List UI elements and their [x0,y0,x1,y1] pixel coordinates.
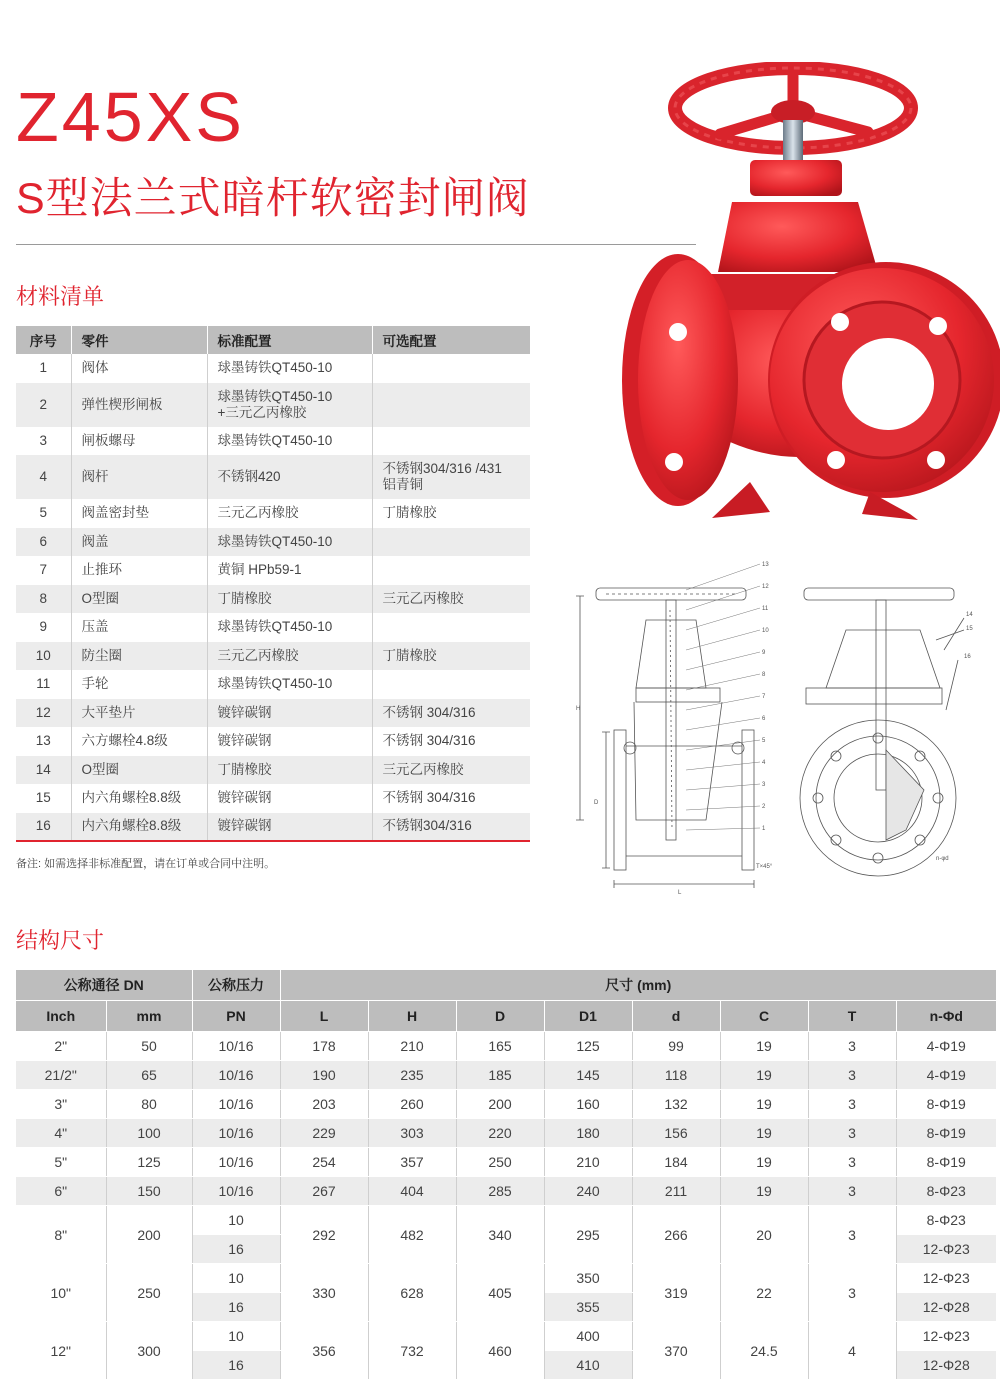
dim-cell: 19 [720,1148,808,1177]
dim-cell: 150 [106,1177,192,1206]
bom-cell-no: 16 [16,813,71,842]
dim-cell: 65 [106,1061,192,1090]
dim-cell: 99 [632,1032,720,1061]
dim-cell: 50 [106,1032,192,1061]
dim-cell: 180 [544,1119,632,1148]
dim-cell: 10/16 [192,1177,280,1206]
dim-cell: 10" [16,1264,106,1322]
drawing-callout: 2 [762,804,766,810]
dim-cell: 2" [16,1032,106,1061]
dim-cell: 250 [106,1264,192,1322]
dim-cell: 4" [16,1119,106,1148]
drawing-callout: 10 [762,628,769,634]
dim-cell: 3 [808,1206,896,1264]
bom-cell-part: 防尘圈 [71,642,207,671]
dim-cell: 10 [192,1322,280,1351]
dim-cell: 19 [720,1119,808,1148]
dim-cell: 185 [456,1061,544,1090]
bom-cell-optional [372,613,530,642]
dim-cell: 19 [720,1032,808,1061]
dim-cell: 3" [16,1090,106,1119]
bom-cell-part: 内六角螺栓8.8级 [71,813,207,842]
model-code: Z45XS [16,78,245,156]
dim-cell: 203 [280,1090,368,1119]
bom-cell-no: 1 [16,354,71,383]
bom-cell-standard: 丁腈橡胶 [207,585,372,614]
dim-cell: 100 [106,1119,192,1148]
drawing-callout: 11 [762,606,769,612]
bom-row [16,756,530,785]
dim-cell: 6" [16,1177,106,1206]
dim-cell: 8-Φ19 [896,1148,996,1177]
bom-cell-standard: 球墨铸铁QT450-10 +三元乙丙橡胶 [207,383,372,427]
dim-cell: 355 [544,1293,632,1322]
bom-cell-optional: 不锈钢304/316 /431 铝青铜 [372,455,530,499]
bom-cell-no: 15 [16,784,71,813]
bom-cell-standard: 球墨铸铁QT450-10 [207,354,372,383]
bom-cell-optional [372,556,530,585]
bom-cell-no: 4 [16,455,71,499]
dim-cell: 10 [192,1264,280,1293]
dim-cell: 4-Φ19 [896,1061,996,1090]
dimensions-heading: 结构尺寸 [16,928,105,953]
dim-cell: 5" [16,1148,106,1177]
dim-cell: 400 [544,1322,632,1351]
dim-cell: 235 [368,1061,456,1090]
dim-group-pressure: 公称压力 [192,970,280,1001]
drawing-front-section [566,560,786,900]
drawing-callout: 12 [762,584,769,590]
dim-cell: 10/16 [192,1061,280,1090]
dim-cell: 19 [720,1090,808,1119]
bom-cell-standard: 镀锌碳钢 [207,784,372,813]
drawing-leader-line [686,740,760,750]
drawing-callout: 3 [762,782,766,788]
drawing-callout: 13 [762,562,769,568]
drawing-leader-line [686,828,760,830]
dim-cell: 22 [720,1264,808,1322]
bom-cell-standard: 镀锌碳钢 [207,727,372,756]
bom-cell-part: 手轮 [71,670,207,699]
dim-cell: 12-Φ23 [896,1264,996,1293]
bom-cell-standard: 镀锌碳钢 [207,699,372,728]
dim-cell: 12-Φ23 [896,1322,996,1351]
bom-cell-optional: 三元乙丙橡胶 [372,756,530,785]
dim-cell: 125 [544,1032,632,1061]
bom-cell-optional [372,670,530,699]
drawing-leader-line [686,784,760,790]
bom-cell-optional: 不锈钢 304/316 [372,699,530,728]
bom-cell-standard: 三元乙丙橡胶 [207,499,372,528]
dim-cell: 285 [456,1177,544,1206]
dim-row [16,1032,996,1061]
drawing-leader-line [686,608,760,630]
bom-row [16,455,530,499]
bom-cell-no: 8 [16,585,71,614]
dim-col-header: C [720,1001,808,1032]
bom-cell-part: 止推环 [71,556,207,585]
bom-cell-standard: 丁腈橡胶 [207,756,372,785]
drawing-leader-line [686,696,760,710]
dim-row [16,1090,996,1119]
dim-col-header: L [280,1001,368,1032]
dim-cell: 404 [368,1177,456,1206]
dim-cell: 165 [456,1032,544,1061]
dim-cell: 3 [808,1264,896,1322]
dim-cell: 125 [106,1148,192,1177]
dim-cell: 732 [368,1322,456,1380]
drawing-callout: 4 [762,760,766,766]
bom-cell-no: 2 [16,383,71,427]
dim-cell: 240 [544,1177,632,1206]
dim-col-header: d [632,1001,720,1032]
drawing-leader-line [686,630,760,650]
dim-cell: 267 [280,1177,368,1206]
dim-cell: 10/16 [192,1032,280,1061]
bom-cell-part: 阀盖 [71,528,207,557]
title-divider [16,244,696,245]
bom-col-optional: 可选配置 [372,326,530,354]
dimensions-body [16,1032,996,1380]
drawing-callout: 5 [762,738,766,744]
dim-cell: 211 [632,1177,720,1206]
drawing-callout: 8 [762,672,766,678]
bom-row [16,556,530,585]
dim-cell: 10/16 [192,1119,280,1148]
bom-row [16,670,530,699]
bom-cell-optional: 不锈钢304/316 [372,813,530,842]
dim-cell: 8-Φ23 [896,1177,996,1206]
bom-cell-part: O型圈 [71,585,207,614]
dim-col-header: D [456,1001,544,1032]
dim-cell: 292 [280,1206,368,1264]
dim-cell: 19 [720,1177,808,1206]
bom-cell-no: 9 [16,613,71,642]
bom-cell-optional: 丁腈橡胶 [372,499,530,528]
dim-col-header: T [808,1001,896,1032]
dim-cell: 210 [544,1148,632,1177]
bom-cell-optional [372,528,530,557]
dim-cell: 460 [456,1322,544,1380]
dimensions-table [16,970,996,1380]
dim-cell: 8" [16,1206,106,1264]
bom-heading: 材料清单 [16,284,105,309]
bom-cell-optional: 不锈钢 304/316 [372,784,530,813]
dim-cell: 190 [280,1061,368,1090]
bom-cell-optional: 丁腈橡胶 [372,642,530,671]
bom-row [16,585,530,614]
dim-cell: 132 [632,1090,720,1119]
bom-cell-standard: 球墨铸铁QT450-10 [207,670,372,699]
bom-row [16,727,530,756]
dim-cell: 482 [368,1206,456,1264]
dim-cell: 156 [632,1119,720,1148]
dim-cell: 21/2" [16,1061,106,1090]
dim-cell: 220 [456,1119,544,1148]
valve-photo [600,62,1000,542]
bom-cell-no: 11 [16,670,71,699]
drawing-leader-line [686,806,760,810]
dim-row [16,1264,996,1293]
drawing-callout: 9 [762,650,766,656]
dim-cell: 12-Φ28 [896,1351,996,1380]
dim-cell: 20 [720,1206,808,1264]
bom-row [16,642,530,671]
dim-cell: 24.5 [720,1322,808,1380]
dim-cell: 200 [106,1206,192,1264]
bom-cell-no: 12 [16,699,71,728]
drawing-side-section [796,560,992,900]
dim-group-header-row [16,970,996,1001]
drawing-leader-line [686,762,760,770]
dim-cell: 16 [192,1293,280,1322]
dim-cell: 10 [192,1206,280,1235]
drawing-label-l: L [678,890,682,896]
dim-cell: 12-Φ28 [896,1293,996,1322]
dim-cell: 16 [192,1235,280,1264]
bom-cell-optional [372,354,530,383]
bom-note: 备注: 如需选择非标准配置，请在订单或合同中注明。 [16,858,276,870]
dim-cell: 357 [368,1148,456,1177]
bom-body [16,354,530,841]
bom-row [16,427,530,456]
dim-cell: 10/16 [192,1148,280,1177]
product-title: S型法兰式暗杆软密封闸阀 [16,175,530,223]
dim-cell: 303 [368,1119,456,1148]
dim-cell: 8-Φ19 [896,1119,996,1148]
bom-cell-standard: 球墨铸铁QT450-10 [207,528,372,557]
drawing-label-d: D [594,800,599,806]
dim-cell: 16 [192,1351,280,1380]
drawing-callout: 6 [762,716,766,722]
bom-cell-part: 闸板螺母 [71,427,207,456]
dim-column-header-row [16,1001,996,1032]
drawing-leader-line [686,586,760,610]
dim-cell: 229 [280,1119,368,1148]
dim-col-header: H [368,1001,456,1032]
bom-cell-part: 阀体 [71,354,207,383]
dim-cell: 200 [456,1090,544,1119]
dim-row [16,1206,996,1235]
dim-cell: 260 [368,1090,456,1119]
bom-cell-standard: 不锈钢420 [207,455,372,499]
dim-cell: 356 [280,1322,368,1380]
dim-cell: 266 [632,1206,720,1264]
dim-cell: 3 [808,1177,896,1206]
drawing-leader-line [686,674,760,690]
dim-col-header: n-Φd [896,1001,996,1032]
dim-cell: 319 [632,1264,720,1322]
bom-cell-standard: 球墨铸铁QT450-10 [207,427,372,456]
bom-row [16,528,530,557]
dim-cell: 295 [544,1206,632,1264]
bom-row [16,699,530,728]
dim-cell: 19 [720,1061,808,1090]
bom-row [16,613,530,642]
dim-cell: 405 [456,1264,544,1322]
dim-cell: 8-Φ23 [896,1206,996,1235]
bom-row [16,383,530,427]
dim-cell: 3 [808,1090,896,1119]
dim-cell: 8-Φ19 [896,1090,996,1119]
bom-table [16,326,530,842]
drawing-leader-line [686,718,760,730]
dim-cell: 330 [280,1264,368,1322]
bom-cell-standard: 黄铜 HPb59-1 [207,556,372,585]
dim-cell: 12" [16,1322,106,1380]
drawing-callout-15: 15 [966,626,973,632]
bom-row [16,813,530,842]
dim-row [16,1322,996,1351]
bom-cell-standard: 镀锌碳钢 [207,813,372,842]
bom-col-no: 序号 [16,326,71,354]
drawing-label-h: H [576,706,581,712]
drawing-callouts [686,562,769,832]
dim-cell: 4-Φ19 [896,1032,996,1061]
drawing-callout: 1 [762,826,766,832]
dim-col-header: PN [192,1001,280,1032]
dim-row [16,1061,996,1090]
bom-cell-part: 大平垫片 [71,699,207,728]
bom-col-standard: 标准配置 [207,326,372,354]
drawing-label-chamfer: T×45° [756,864,773,870]
dim-cell: 210 [368,1032,456,1061]
dim-cell: 350 [544,1264,632,1293]
drawing-label-nd: n-φd [936,856,949,862]
bom-cell-no: 13 [16,727,71,756]
bom-cell-part: 内六角螺栓8.8级 [71,784,207,813]
drawing-leader-line [686,564,760,590]
dim-cell: 3 [808,1061,896,1090]
dim-col-header: D1 [544,1001,632,1032]
bom-row [16,784,530,813]
dim-cell: 300 [106,1322,192,1380]
dim-cell: 80 [106,1090,192,1119]
dim-cell: 410 [544,1351,632,1380]
dim-cell: 250 [456,1148,544,1177]
dim-cell: 3 [808,1032,896,1061]
dim-col-header: Inch [16,1001,106,1032]
dim-group-size: 尺寸 (mm) [280,970,996,1001]
bom-cell-part: 阀盖密封垫 [71,499,207,528]
bom-cell-no: 10 [16,642,71,671]
dim-cell: 178 [280,1032,368,1061]
dim-col-header: mm [106,1001,192,1032]
bom-cell-no: 3 [16,427,71,456]
bom-col-part: 零件 [71,326,207,354]
bom-cell-standard: 球墨铸铁QT450-10 [207,613,372,642]
dim-cell: 628 [368,1264,456,1322]
bom-cell-part: 阀杆 [71,455,207,499]
dim-cell: 3 [808,1119,896,1148]
dim-cell: 3 [808,1148,896,1177]
bom-row [16,354,530,383]
dim-cell: 160 [544,1090,632,1119]
bom-cell-part: 六方螺栓4.8级 [71,727,207,756]
bom-cell-no: 7 [16,556,71,585]
dim-cell: 4 [808,1322,896,1380]
drawing-callout-14: 14 [966,612,973,618]
dim-cell: 12-Φ23 [896,1235,996,1264]
drawing-side-callouts [936,612,973,862]
bom-header-row [16,326,530,354]
drawing-leader-line [686,652,760,670]
drawing-callout-16: 16 [964,654,971,660]
dim-cell: 370 [632,1322,720,1380]
dim-row [16,1148,996,1177]
bom-cell-standard: 三元乙丙橡胶 [207,642,372,671]
dim-group-dn: 公称通径 DN [16,970,192,1001]
bom-cell-part: O型圈 [71,756,207,785]
bom-cell-part: 弹性楔形闸板 [71,383,207,427]
dim-cell: 184 [632,1148,720,1177]
bom-cell-no: 6 [16,528,71,557]
bom-cell-optional: 三元乙丙橡胶 [372,585,530,614]
dim-cell: 118 [632,1061,720,1090]
dim-cell: 145 [544,1061,632,1090]
dim-cell: 340 [456,1206,544,1264]
bom-row [16,499,530,528]
drawing-callout: 7 [762,694,766,700]
bom-cell-optional: 不锈钢 304/316 [372,727,530,756]
dim-cell: 10/16 [192,1090,280,1119]
dim-row [16,1119,996,1148]
bom-cell-no: 14 [16,756,71,785]
dim-cell: 254 [280,1148,368,1177]
bom-cell-optional [372,427,530,456]
bom-cell-no: 5 [16,499,71,528]
bom-cell-part: 压盖 [71,613,207,642]
dim-row [16,1177,996,1206]
bom-cell-optional [372,383,530,427]
